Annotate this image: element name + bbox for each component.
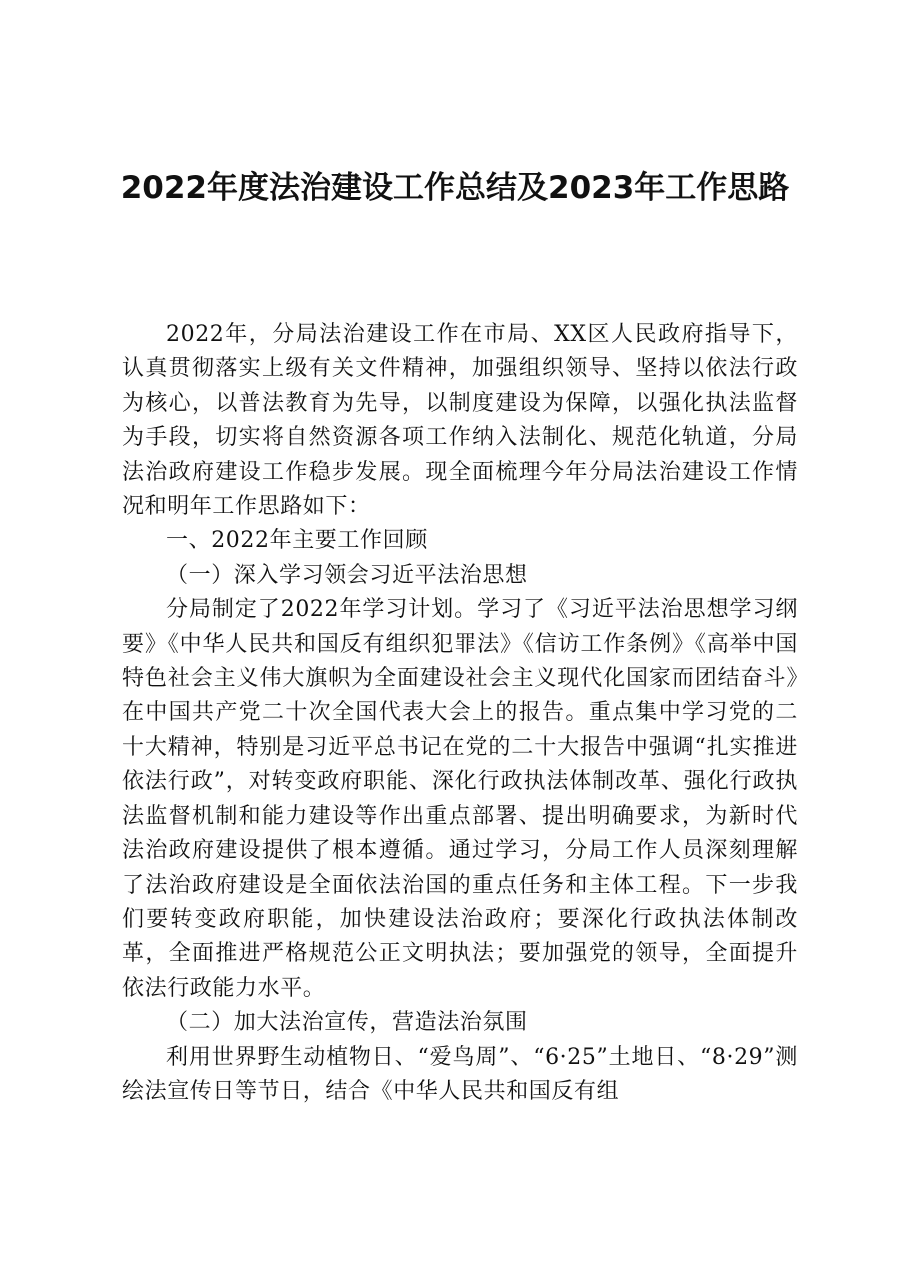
intro-paragraph: 2022年，分局法治建设工作在市局、XX区人民政府指导下，认真贯彻落实上级有关文件精神，加强组织领导、坚持以依法行政为核心，以普法教育为先导，以制度建设为保障，以强化执法监督为手段，切实将自然资源各项工作纳入法制化、规范化轨道，分局法治政府建设工作稳步发展。现全面梳理今年分局法治建设工作情况和明年工作思路如下：: [122, 322, 798, 520]
document-title: 2022年度法治建设工作总结及2023年工作思路: [120, 170, 790, 206]
publicity-paragraph: 利用世界野生动植物日、“爱鸟周”、“6·25”土地日、“8·29”测绘法宣传日等节日，结合《中华人民共和国反有组: [122, 1044, 798, 1104]
subsection-heading-publicity: （二）加大法治宣传，营造法治氛围: [166, 1010, 528, 1036]
section-heading-review: 一、2022年主要工作回顾: [166, 528, 428, 554]
study-paragraph: 分局制定了2022年学习计划。学习了《习近平法治思想学习纲要》《中华人民共和国反有组织犯罪法》《信访工作条例》《高举中国特色社会主义伟大旗帜为全面建设社会主义现代化国家而团结奋斗》在中国共产党二十次全国代表大会上的报告。重点集中学习党的二十大精神，特别是习近平总书记在党的二十大报告中强调“扎实推进依法行政”，对转变政府职能、深化行政执法体制改革、强化行政执法监督机制和能力建设等作出重点部署、提出明确要求，为新时代法治政府建设提供了根本遵循。通过学习，分局工作人员深刻理解了法治政府建设是全面依法治国的重点任务和主体工程。下一步我们要转变政府职能，加快建设法治政府；要深化行政执法体制改革，全面推进严格规范公正文明执法；要加强党的领导，全面提升依法行政能力水平。: [122, 597, 798, 1001]
subsection-heading-study: （一）深入学习领会习近平法治思想: [166, 562, 528, 588]
document-body: [122, 318, 798, 1109]
